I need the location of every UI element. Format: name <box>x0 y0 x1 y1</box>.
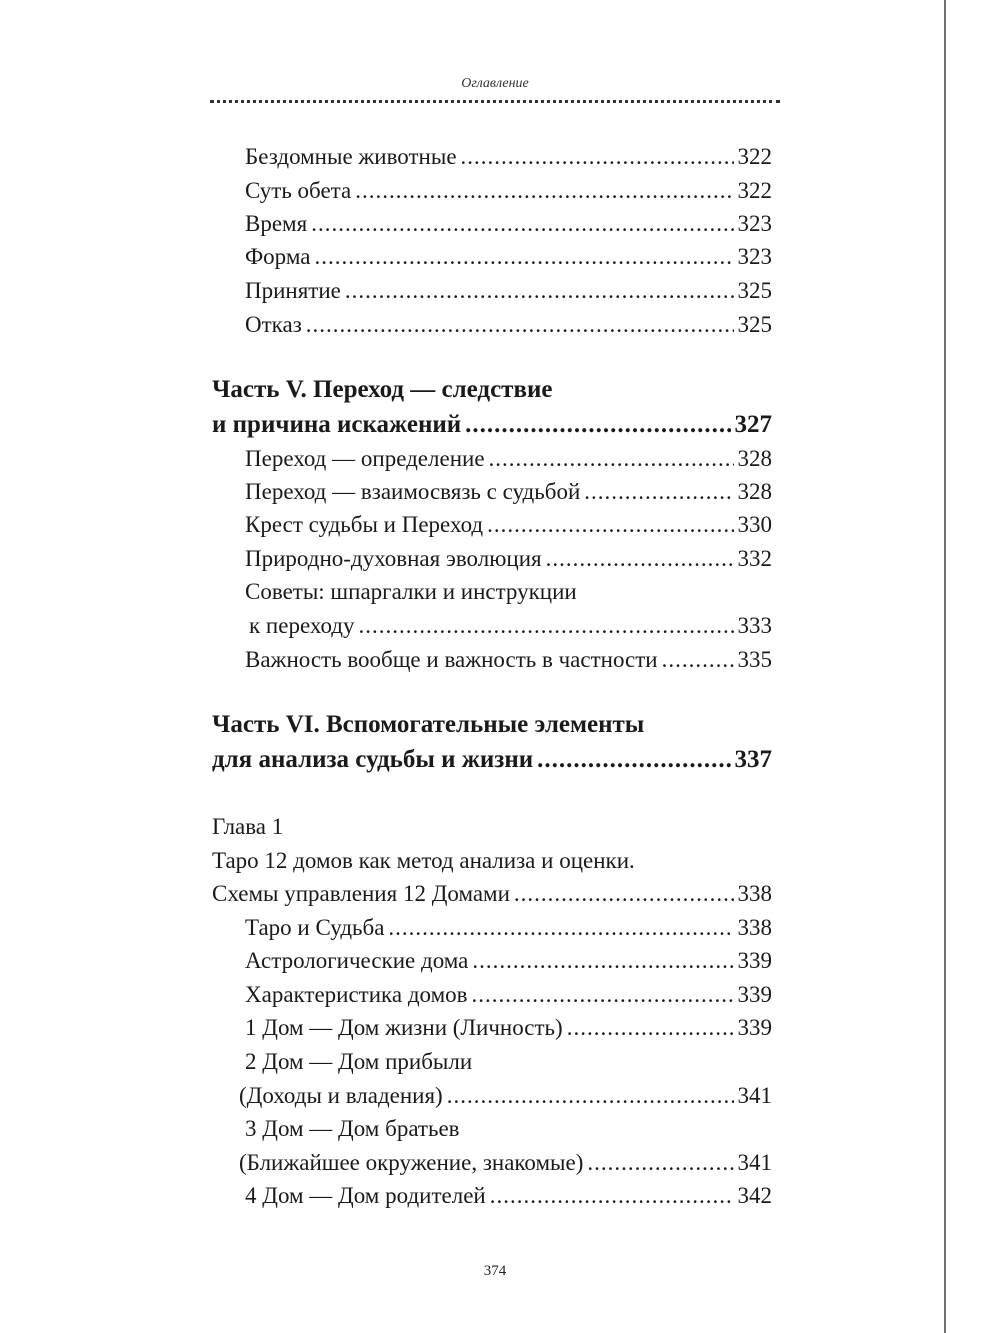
toc-entry-page: 339 <box>737 1015 772 1040</box>
leader-dots <box>311 208 733 231</box>
toc-entry-page: 342 <box>737 1183 772 1208</box>
toc-entry-title: 3 Дом — Дом братьев <box>245 1116 460 1141</box>
toc-entry-title: (Ближайшее окружение, знакомые) <box>239 1150 584 1175</box>
toc-entry-page: 322 <box>737 178 772 203</box>
part-heading <box>212 409 772 441</box>
part-heading <box>212 744 772 776</box>
leader-dots <box>359 610 734 633</box>
toc-entry <box>245 309 772 341</box>
header-rule <box>210 100 780 103</box>
page-edge <box>944 0 946 1333</box>
toc-entry <box>245 476 772 508</box>
toc-entry-page: 341 <box>737 1083 772 1108</box>
toc-entry-title: Схемы управления 12 Домами <box>212 881 510 906</box>
toc-entry-page: 341 <box>737 1150 772 1175</box>
toc-entry <box>245 208 772 240</box>
toc-entry-title: Время <box>245 211 308 236</box>
toc-entry <box>245 175 772 207</box>
leader-dots <box>447 1080 734 1103</box>
toc-entry-page: 323 <box>737 211 772 236</box>
leader-dots <box>489 443 734 466</box>
chapter-heading <box>212 811 772 843</box>
leader-dots <box>461 141 734 164</box>
chapter-heading <box>212 845 772 877</box>
toc-entry-title: для анализа судьбы и жизни <box>212 746 534 773</box>
toc-entry-title: Важность вообще и важность в частности <box>245 647 658 672</box>
leader-dots <box>490 1180 734 1203</box>
toc-entry-title: Суть обета <box>245 178 352 203</box>
leader-dots <box>587 1147 733 1170</box>
running-head: Оглавление <box>461 76 529 91</box>
toc-entry-title: Отказ <box>245 312 302 337</box>
leader-dots <box>345 275 734 298</box>
toc-entry-title: к переходу <box>249 613 355 638</box>
toc-entry-title: Советы: шпаргалки и инструкции <box>245 579 577 604</box>
leader-dots <box>355 175 733 198</box>
toc-entry <box>245 1113 772 1145</box>
toc-entry <box>245 945 772 977</box>
toc-entry-page: 338 <box>737 881 772 906</box>
toc-entry-page: 327 <box>734 411 772 438</box>
toc-entry <box>239 1147 772 1179</box>
toc-entry-title: 4 Дом — Дом родителей <box>245 1183 486 1208</box>
toc-entry <box>245 509 772 541</box>
part-heading <box>212 709 772 741</box>
toc-entry-title: Форма <box>245 244 311 269</box>
toc-entry-title: и причина искажений <box>212 411 462 438</box>
toc-entry-title: Часть V. Переход — следствие <box>212 376 553 403</box>
toc-entry <box>245 543 772 575</box>
toc-entry-title: Принятие <box>245 278 341 303</box>
leader-dots <box>472 945 733 968</box>
toc-entry-title: Глава 1 <box>212 814 284 839</box>
toc-entry <box>245 141 772 173</box>
toc-entry <box>245 979 772 1011</box>
toc-entry-title: Таро 12 домов как метод анализа и оценки. <box>212 848 635 873</box>
toc-entry-page: 328 <box>737 446 772 471</box>
toc-entry-page: 325 <box>737 278 772 303</box>
leader-dots <box>537 744 730 769</box>
toc-entry-title: Часть VI. Вспомогательные элементы <box>212 711 645 738</box>
toc-entry <box>245 241 772 273</box>
toc-entry-page: 339 <box>737 982 772 1007</box>
toc-entry-title: Природно-духовная эволюция <box>245 546 542 571</box>
leader-dots <box>514 878 734 901</box>
toc-entry-page: 332 <box>737 546 772 571</box>
toc-entry-title: Бездомные животные <box>245 144 457 169</box>
toc-entry-page: 338 <box>737 915 772 940</box>
leader-dots <box>306 309 734 332</box>
leader-dots <box>465 409 730 434</box>
toc-entry-title: Переход — определение <box>245 446 485 471</box>
toc-entry-title: Астрологические дома <box>245 948 469 973</box>
chapter-heading <box>212 878 772 910</box>
toc-entry-page: 333 <box>737 613 772 638</box>
toc-entry-page: 330 <box>737 512 772 537</box>
toc-entry <box>245 576 772 608</box>
toc-entry <box>245 275 772 307</box>
leader-dots <box>567 1012 734 1035</box>
leader-dots <box>472 979 734 1002</box>
toc-entry-title: 1 Дом — Дом жизни (Личность) <box>245 1015 563 1040</box>
toc-entry-title: (Доходы и владения) <box>239 1083 443 1108</box>
toc-entry <box>245 644 772 676</box>
toc-entry-page: 322 <box>737 144 772 169</box>
toc-entry <box>239 1080 772 1112</box>
toc-entry-title: Переход — взаимосвязь с судьбой <box>245 479 581 504</box>
toc-entry <box>245 1046 772 1078</box>
toc-entry-title: Таро и Судьба <box>245 915 385 940</box>
leader-dots <box>388 912 733 935</box>
toc-entry-page: 325 <box>737 312 772 337</box>
toc-entry-title: Крест судьбы и Переход <box>245 512 484 537</box>
toc-entry <box>245 1012 772 1044</box>
toc-entry-title: Характеристика домов <box>245 982 468 1007</box>
part-heading <box>212 374 772 406</box>
toc-entry <box>245 443 772 475</box>
toc-entry-page: 328 <box>737 479 772 504</box>
toc-entry-page: 337 <box>734 746 772 773</box>
toc-entry <box>245 1180 772 1212</box>
leader-dots <box>584 476 733 499</box>
toc-entry <box>249 610 772 642</box>
leader-dots <box>546 543 734 566</box>
toc-entry-page: 339 <box>737 948 772 973</box>
toc-entry-title: 2 Дом — Дом прибыли <box>245 1049 473 1074</box>
leader-dots <box>314 241 733 264</box>
toc-entry-page: 323 <box>737 244 772 269</box>
page-number: 374 <box>483 1263 507 1279</box>
toc-entry-page: 335 <box>737 647 772 672</box>
toc-entry <box>245 912 772 944</box>
leader-dots <box>487 509 733 532</box>
leader-dots <box>662 644 734 667</box>
